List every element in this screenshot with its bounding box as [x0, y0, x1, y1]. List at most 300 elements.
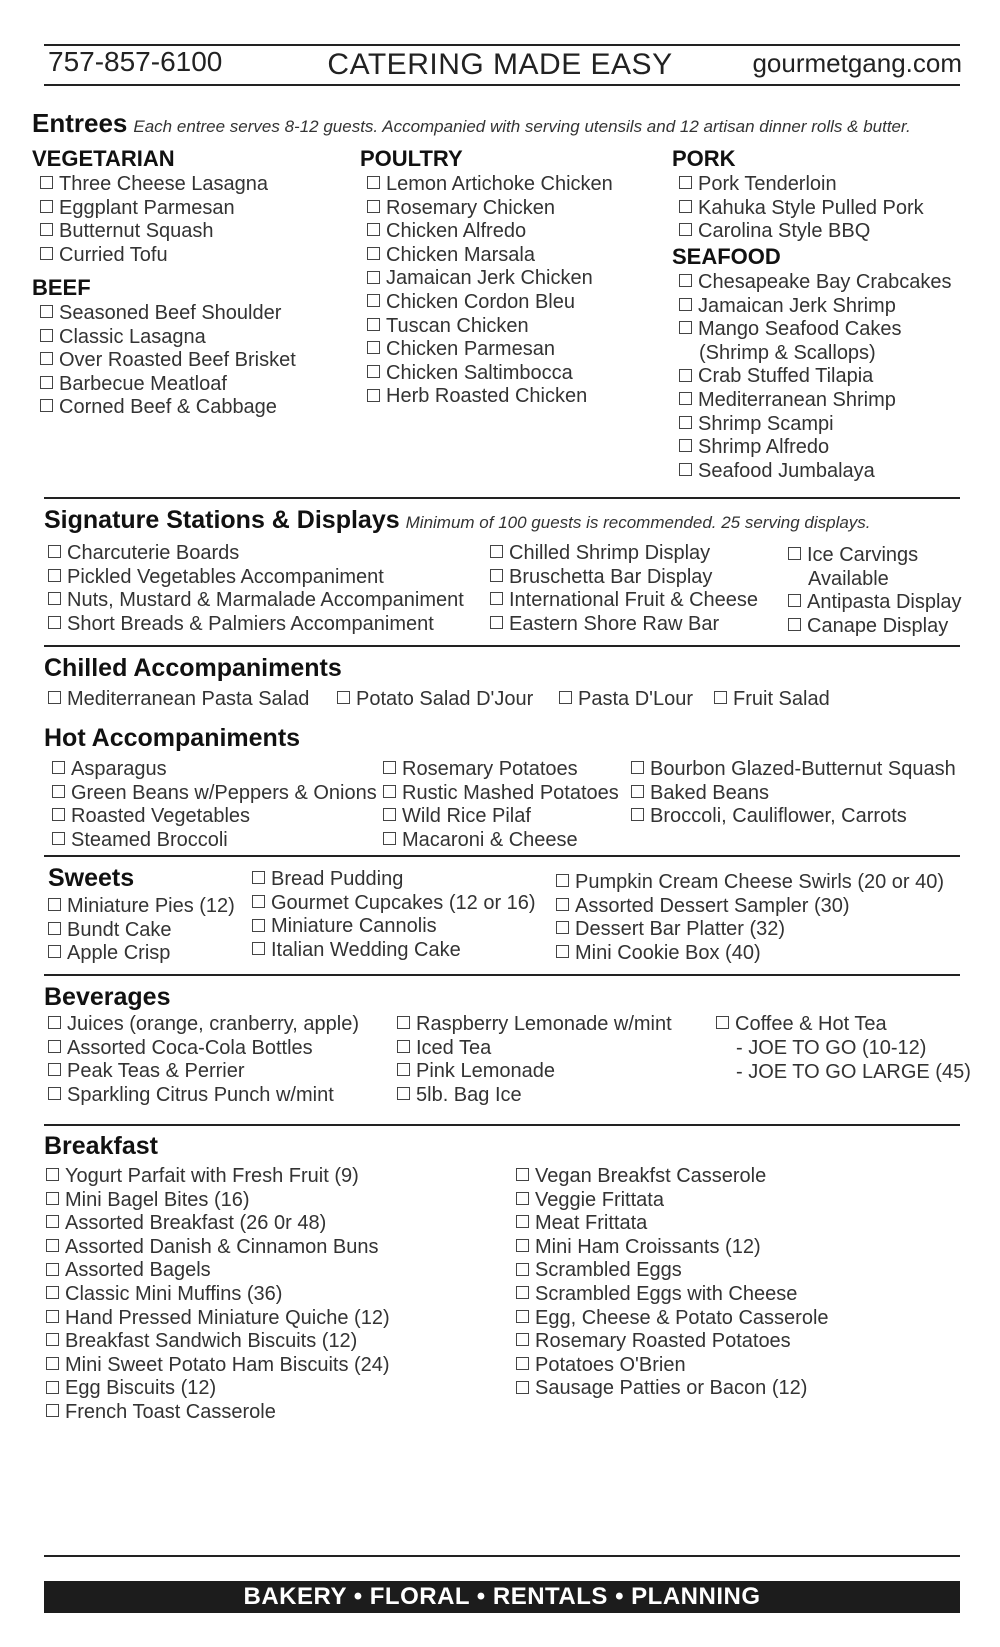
checkbox-label: Miniature Cannolis	[271, 915, 437, 938]
checkbox-label: Sausage Patties or Bacon (12)	[535, 1377, 808, 1400]
checkbox-item-stations-col1[interactable]	[48, 541, 239, 565]
checkbox-item-seafood[interactable]	[679, 317, 901, 341]
checkbox-label: Shrimp Alfredo	[698, 436, 830, 459]
hot-divider	[44, 855, 960, 857]
checkbox-label: 5lb. Bag Ice	[416, 1083, 522, 1106]
checkbox-item-beef[interactable]	[40, 301, 281, 325]
checkbox-item-breakfast-col1[interactable]	[46, 1235, 379, 1259]
checkbox-icon[interactable]	[46, 1310, 59, 1323]
checkbox-item-breakfast-col1[interactable]	[46, 1282, 282, 1306]
checkbox-label: Italian Wedding Cake	[271, 939, 461, 962]
checkbox-item-breakfast-col1[interactable]	[46, 1376, 216, 1400]
checkbox-icon[interactable]	[679, 463, 692, 476]
checkbox-label: Yogurt Parfait with Fresh Fruit (9)	[65, 1165, 359, 1187]
checkbox-label: Rosemary Chicken	[386, 196, 555, 219]
checkbox-item-pork[interactable]	[679, 219, 870, 243]
checkbox-icon[interactable]	[383, 785, 396, 798]
checkbox-label: Chesapeake Bay Crabcakes	[698, 271, 952, 293]
checkbox-item-poultry[interactable]	[367, 172, 613, 196]
checkbox-item-breakfast-col1[interactable]	[46, 1188, 250, 1212]
checkbox-icon[interactable]	[397, 1040, 410, 1053]
checkbox-item-beverages-col2[interactable]	[397, 1083, 522, 1107]
checkbox-label: Butternut Squash	[59, 220, 214, 242]
checkbox-label: Rustic Mashed Potatoes	[402, 781, 619, 804]
checkbox-icon[interactable]	[556, 874, 569, 887]
checkbox-label: Wild Rice Pilaf	[402, 805, 531, 828]
stations-section-title	[44, 506, 871, 535]
checkbox-icon[interactable]	[490, 592, 503, 605]
checkbox-label: Sparkling Citrus Punch w/mint	[67, 1083, 334, 1106]
stations-divider	[44, 645, 960, 647]
checkbox-label: Potatoes O'Brien	[535, 1353, 686, 1376]
header-bottom-rule	[44, 84, 960, 86]
checkbox-icon[interactable]	[516, 1286, 529, 1299]
checkbox-label: Scrambled Eggs	[535, 1259, 682, 1282]
checkbox-item-beverages-col1[interactable]	[48, 1012, 359, 1036]
checkbox-label: Vegan Breakfst Casserole	[535, 1165, 767, 1187]
checkbox-icon[interactable]	[631, 785, 644, 798]
checkbox-label: Over Roasted Beef Brisket	[59, 349, 296, 371]
checkbox-item-hot-col2[interactable]	[383, 781, 619, 805]
checkbox-icon[interactable]	[788, 547, 801, 560]
checkbox-item-poultry[interactable]	[367, 384, 587, 408]
checkbox-label: Carolina Style BBQ	[698, 220, 871, 242]
checkbox-icon[interactable]	[631, 761, 644, 774]
checkbox-item-vegetarian[interactable]	[40, 172, 268, 196]
checkbox-label: Steamed Broccoli	[71, 828, 228, 851]
checkbox-item-breakfast-col2[interactable]	[516, 1258, 682, 1282]
checkbox-item-sweets-col3[interactable]	[556, 941, 761, 965]
checkbox-item-seafood[interactable]	[679, 364, 873, 388]
checkbox-icon[interactable]	[52, 761, 65, 774]
checkbox-icon[interactable]	[52, 785, 65, 798]
checkbox-icon[interactable]	[367, 318, 380, 331]
checkbox-item-seafood[interactable]	[679, 435, 829, 459]
checkbox-item-breakfast-col1[interactable]	[46, 1329, 357, 1353]
checkbox-icon[interactable]	[516, 1357, 529, 1370]
checkbox-item-poultry[interactable]	[367, 337, 555, 361]
checkbox-item-stations-col3[interactable]	[788, 543, 918, 567]
checkbox-item-beverages-col1[interactable]	[48, 1036, 313, 1060]
checkbox-label: Eastern Shore Raw Bar	[509, 612, 720, 635]
checkbox-item-breakfast-col2[interactable]	[516, 1353, 686, 1377]
checkbox-icon[interactable]	[48, 616, 61, 629]
checkbox-icon[interactable]	[52, 808, 65, 821]
checkbox-icon[interactable]	[46, 1333, 59, 1346]
checkbox-item-vegetarian[interactable]	[40, 219, 214, 243]
checkbox-icon[interactable]	[48, 691, 61, 704]
coffee-sub-1: - JOE TO GO (10-12)	[736, 1037, 927, 1059]
checkbox-icon[interactable]	[40, 200, 53, 213]
checkbox-item-poultry[interactable]	[367, 196, 555, 220]
checkbox-label: Curried Tofu	[59, 243, 168, 266]
checkbox-icon[interactable]	[252, 871, 265, 884]
checkbox-label: Seasoned Beef Shoulder	[59, 302, 282, 324]
checkbox-item-sweets-col2[interactable]	[252, 891, 536, 915]
checkbox-icon[interactable]	[679, 369, 692, 382]
checkbox-icon[interactable]	[556, 898, 569, 911]
checkbox-label: Scrambled Eggs with Cheese	[535, 1283, 798, 1305]
checkbox-icon[interactable]	[679, 223, 692, 236]
checkbox-item-hot-col2[interactable]	[383, 757, 578, 781]
checkbox-label: Bruschetta Bar Display	[509, 565, 713, 588]
checkbox-icon[interactable]	[367, 176, 380, 189]
checkbox-icon[interactable]	[679, 416, 692, 429]
checkbox-item-poultry[interactable]	[367, 266, 593, 290]
checkbox-label: Assorted Danish & Cinnamon Buns	[65, 1235, 379, 1258]
checkbox-item-stations-col2[interactable]	[490, 612, 719, 636]
checkbox-icon[interactable]	[48, 545, 61, 558]
checkbox-icon[interactable]	[788, 594, 801, 607]
checkbox-icon[interactable]	[48, 1040, 61, 1053]
checkbox-icon[interactable]	[383, 761, 396, 774]
checkbox-item-breakfast-col2[interactable]	[516, 1164, 766, 1188]
checkbox-item-seafood[interactable]	[679, 294, 896, 318]
checkbox-label: Juices (orange, cranberry, apple)	[67, 1013, 359, 1035]
checkbox-icon[interactable]	[46, 1357, 59, 1370]
checkbox-item-sweets-col1[interactable]	[48, 894, 235, 918]
checkbox-icon[interactable]	[556, 945, 569, 958]
checkbox-item-breakfast-col2[interactable]	[516, 1211, 647, 1235]
category-beef: BEEF	[32, 275, 91, 300]
checkbox-icon[interactable]	[516, 1239, 529, 1252]
checkbox-item-beef[interactable]	[40, 372, 227, 396]
checkbox-item-pork[interactable]	[679, 196, 924, 220]
checkbox-label: Meat Frittata	[535, 1212, 648, 1235]
checkbox-item-breakfast-col2[interactable]	[516, 1188, 664, 1212]
entrees-note: Each entree serves 8-12 guests. Accompanied with serving utensils and 12 artisan dinner rolls & butter.	[133, 117, 911, 136]
page-title: CATERING MADE EASY	[327, 48, 673, 81]
seafood-mango-sub: (Shrimp & Scallops)	[699, 342, 876, 364]
checkbox-item-poultry[interactable]	[367, 219, 526, 243]
checkbox-item-poultry[interactable]	[367, 361, 573, 385]
checkbox-icon[interactable]	[252, 942, 265, 955]
checkbox-item-stations-col2[interactable]	[490, 541, 710, 565]
coffee-sub-2: - JOE TO GO LARGE (45)	[736, 1061, 971, 1083]
checkbox-item-beverages-col2[interactable]	[397, 1059, 555, 1083]
checkbox-label: Chicken Marsala	[386, 243, 535, 266]
checkbox-icon[interactable]	[679, 439, 692, 452]
checkbox-icon[interactable]	[367, 341, 380, 354]
checkbox-item-seafood[interactable]	[679, 459, 875, 483]
checkbox-icon[interactable]	[48, 569, 61, 582]
checkbox-item-sweets-col2[interactable]	[252, 914, 437, 938]
checkbox-icon[interactable]	[679, 200, 692, 213]
checkbox-item-sweets-col3[interactable]	[556, 917, 785, 941]
checkbox-item-hot-col1[interactable]	[52, 757, 167, 781]
checkbox-label: Coffee & Hot Tea	[735, 1013, 887, 1035]
checkbox-item-vegetarian[interactable]	[40, 243, 168, 267]
checkbox-icon[interactable]	[48, 922, 61, 935]
checkbox-item-beverages-col1[interactable]	[48, 1059, 245, 1083]
checkbox-item-hot-col3[interactable]	[631, 757, 956, 781]
checkbox-icon[interactable]	[516, 1263, 529, 1276]
checkbox-item-chilled[interactable]	[559, 687, 693, 711]
checkbox-icon[interactable]	[516, 1168, 529, 1181]
checkbox-icon[interactable]	[367, 271, 380, 284]
checkbox-item-beef[interactable]	[40, 348, 296, 372]
checkbox-item-stations-col1[interactable]	[48, 565, 384, 589]
checkbox-label: Baked Beans	[650, 781, 769, 804]
checkbox-label: Egg, Cheese & Potato Casserole	[535, 1306, 829, 1329]
checkbox-label: Short Breads & Palmiers Accompaniment	[67, 612, 434, 635]
checkbox-icon[interactable]	[40, 305, 53, 318]
checkbox-label: Crab Stuffed Tilapia	[698, 365, 874, 388]
checkbox-label: Jamaican Jerk Chicken	[386, 267, 593, 290]
checkbox-icon[interactable]	[516, 1192, 529, 1205]
checkbox-label: Chicken Parmesan	[386, 338, 555, 361]
checkbox-item-breakfast-col1[interactable]	[46, 1164, 359, 1188]
checkbox-icon[interactable]	[679, 321, 692, 334]
checkbox-icon[interactable]	[367, 223, 380, 236]
checkbox-label: Mango Seafood Cakes	[698, 318, 902, 341]
hot-title: Hot Accompaniments	[44, 724, 301, 752]
checkbox-label: Shrimp Scampi	[698, 412, 834, 435]
checkbox-item-beverages-col2[interactable]	[397, 1012, 672, 1036]
checkbox-label: Assorted Breakfast (26 0r 48)	[65, 1212, 327, 1235]
checkbox-icon[interactable]	[383, 808, 396, 821]
checkbox-icon[interactable]	[516, 1215, 529, 1228]
checkbox-item-stations-col1[interactable]	[48, 588, 464, 612]
checkbox-icon[interactable]	[679, 274, 692, 287]
checkbox-label: Mini Cookie Box (40)	[575, 941, 761, 964]
checkbox-item-seafood[interactable]	[679, 270, 951, 294]
checkbox-label: Classic Mini Muffins (36)	[65, 1283, 283, 1305]
checkbox-icon[interactable]	[252, 895, 265, 908]
checkbox-icon[interactable]	[337, 691, 350, 704]
checkbox-icon[interactable]	[46, 1404, 59, 1417]
category-vegetarian: VEGETARIAN	[32, 146, 175, 171]
checkbox-item-hot-col2[interactable]	[383, 828, 578, 852]
checkbox-label: Eggplant Parmesan	[59, 196, 235, 219]
checkbox-label: Pasta D'Lour	[578, 688, 693, 710]
checkbox-icon[interactable]	[516, 1333, 529, 1346]
checkbox-item-breakfast-col2[interactable]	[516, 1376, 807, 1400]
checkbox-icon[interactable]	[48, 1063, 61, 1076]
checkbox-icon[interactable]	[367, 389, 380, 402]
checkbox-item-chilled[interactable]	[337, 687, 533, 711]
checkbox-icon[interactable]	[40, 329, 53, 342]
checkbox-item-poultry[interactable]	[367, 290, 575, 314]
checkbox-item-poultry[interactable]	[367, 314, 529, 338]
checkbox-label: Mini Ham Croissants (12)	[535, 1235, 761, 1258]
checkbox-label: Jamaican Jerk Shrimp	[698, 294, 896, 317]
checkbox-label: Three Cheese Lasagna	[59, 173, 269, 195]
checkbox-icon[interactable]	[48, 1016, 61, 1029]
checkbox-item-chilled[interactable]	[714, 687, 830, 711]
beverages-title: Beverages	[44, 983, 171, 1011]
checkbox-item-seafood[interactable]	[679, 388, 896, 412]
checkbox-label: Mediterranean Pasta Salad	[67, 688, 310, 710]
checkbox-icon[interactable]	[40, 247, 53, 260]
entrees-section-title	[32, 108, 911, 139]
checkbox-label: Rosemary Roasted Potatoes	[535, 1330, 791, 1353]
checkbox-item-sweets-col1[interactable]	[48, 941, 170, 965]
checkbox-label: Chicken Cordon Bleu	[386, 291, 575, 313]
checkbox-icon[interactable]	[788, 618, 801, 631]
checkbox-item-pork[interactable]	[679, 172, 837, 196]
stations-note: Minimum of 100 guests is recommended. 25 serving displays.	[405, 513, 871, 532]
footer-top-rule	[44, 1555, 960, 1557]
checkbox-item-breakfast-col2[interactable]	[516, 1282, 797, 1306]
checkbox-label: Breakfast Sandwich Biscuits (12)	[65, 1330, 358, 1353]
checkbox-item-hot-col3[interactable]	[631, 804, 907, 828]
checkbox-icon[interactable]	[716, 1016, 729, 1029]
checkbox-item-breakfast-col1[interactable]	[46, 1400, 276, 1424]
checkbox-item-beef[interactable]	[40, 395, 277, 419]
checkbox-label: Kahuka Style Pulled Pork	[698, 196, 924, 219]
checkbox-item-stations-col2[interactable]	[490, 588, 758, 612]
checkbox-icon[interactable]	[397, 1087, 410, 1100]
checkbox-item-stations-col3[interactable]	[788, 590, 962, 614]
entrees-title: Entrees	[32, 108, 128, 138]
sweets-divider	[44, 974, 960, 976]
checkbox-icon[interactable]	[367, 365, 380, 378]
checkbox-item-vegetarian[interactable]	[40, 196, 235, 220]
checkbox-label: Pumpkin Cream Cheese Swirls (20 or 40)	[575, 871, 945, 893]
checkbox-item-hot-col1[interactable]	[52, 804, 250, 828]
checkbox-label: Ice Carvings	[807, 544, 919, 566]
checkbox-icon[interactable]	[679, 392, 692, 405]
checkbox-icon[interactable]	[40, 399, 53, 412]
checkbox-label: Pickled Vegetables Accompaniment	[67, 565, 384, 588]
checkbox-item-hot-col2[interactable]	[383, 804, 531, 828]
checkbox-icon[interactable]	[516, 1310, 529, 1323]
checkbox-label: Nuts, Mustard & Marmalade Accompaniment	[67, 589, 464, 611]
chilled-title: Chilled Accompaniments	[44, 654, 342, 682]
checkbox-item-beverages-col1[interactable]	[48, 1083, 334, 1107]
checkbox-icon[interactable]	[490, 616, 503, 629]
checkbox-label: Potato Salad D'Jour	[356, 688, 534, 710]
checkbox-icon[interactable]	[252, 919, 265, 932]
checkbox-item-sweets-col3[interactable]	[556, 870, 944, 894]
checkbox-icon[interactable]	[397, 1063, 410, 1076]
checkbox-icon[interactable]	[46, 1168, 59, 1181]
checkbox-icon[interactable]	[383, 832, 396, 845]
checkbox-label: Herb Roasted Chicken	[386, 385, 588, 408]
checkbox-item-breakfast-col1[interactable]	[46, 1258, 211, 1282]
checkbox-label: Bundt Cake	[67, 918, 172, 941]
header-website: gourmetgang.com	[752, 48, 962, 78]
checkbox-label: Peak Teas & Perrier	[67, 1060, 245, 1083]
stations-title: Signature Stations & Displays	[44, 506, 400, 534]
checkbox-icon[interactable]	[367, 247, 380, 260]
checkbox-label: Pink Lemonade	[416, 1060, 555, 1083]
checkbox-item-beverages-col3[interactable]	[716, 1012, 887, 1036]
checkbox-label: Mini Bagel Bites (16)	[65, 1188, 250, 1211]
checkbox-icon[interactable]	[46, 1192, 59, 1205]
checkbox-icon[interactable]	[40, 376, 53, 389]
checkbox-label: Corned Beef & Cabbage	[59, 396, 277, 418]
checkbox-item-breakfast-col2[interactable]	[516, 1306, 829, 1330]
beverages-divider	[44, 1124, 960, 1126]
checkbox-icon[interactable]	[48, 1087, 61, 1100]
checkbox-icon[interactable]	[46, 1215, 59, 1228]
checkbox-item-sweets-col3[interactable]	[556, 894, 850, 918]
checkbox-item-sweets-col1[interactable]	[48, 918, 172, 942]
checkbox-icon[interactable]	[46, 1263, 59, 1276]
checkbox-label: Fruit Salad	[733, 688, 830, 710]
checkbox-label: Classic Lasagna	[59, 325, 206, 348]
checkbox-item-chilled[interactable]	[48, 687, 309, 711]
checkbox-icon[interactable]	[52, 832, 65, 845]
checkbox-label: Dessert Bar Platter (32)	[575, 918, 786, 941]
checkbox-label: Gourmet Cupcakes (12 or 16)	[271, 891, 536, 914]
checkbox-label: Pork Tenderloin	[698, 173, 837, 195]
checkbox-item-hot-col1[interactable]	[52, 781, 377, 805]
checkbox-label: Assorted Bagels	[65, 1259, 211, 1282]
checkbox-item-hot-col3[interactable]	[631, 781, 769, 805]
checkbox-item-breakfast-col2[interactable]	[516, 1235, 761, 1259]
checkbox-item-stations-col3[interactable]	[788, 614, 948, 638]
checkbox-icon[interactable]	[631, 808, 644, 821]
checkbox-icon[interactable]	[48, 898, 61, 911]
checkbox-item-stations-col1[interactable]	[48, 612, 434, 636]
checkbox-icon[interactable]	[48, 592, 61, 605]
checkbox-label: Mediterranean Shrimp	[698, 389, 896, 411]
checkbox-label: Assorted Coca-Cola Bottles	[67, 1036, 313, 1059]
checkbox-item-breakfast-col2[interactable]	[516, 1329, 791, 1353]
checkbox-icon[interactable]	[48, 945, 61, 958]
checkbox-item-sweets-col2[interactable]	[252, 867, 403, 891]
checkbox-icon[interactable]	[46, 1239, 59, 1252]
checkbox-icon[interactable]	[40, 223, 53, 236]
checkbox-icon[interactable]	[516, 1381, 529, 1394]
checkbox-item-breakfast-col1[interactable]	[46, 1353, 390, 1377]
checkbox-item-beef[interactable]	[40, 325, 206, 349]
checkbox-icon[interactable]	[714, 691, 727, 704]
checkbox-icon[interactable]	[40, 352, 53, 365]
checkbox-icon[interactable]	[367, 294, 380, 307]
checkbox-label: Assorted Dessert Sampler (30)	[575, 894, 850, 917]
entrees-divider	[44, 497, 960, 499]
category-poultry: POULTRY	[360, 146, 463, 171]
checkbox-icon[interactable]	[679, 176, 692, 189]
checkbox-icon[interactable]	[490, 545, 503, 558]
footer-banner: BAKERY • FLORAL • RENTALS • PLANNING	[44, 1581, 960, 1613]
checkbox-item-breakfast-col1[interactable]	[46, 1306, 390, 1330]
checkbox-label: Seafood Jumbalaya	[698, 459, 875, 482]
checkbox-label: Canape Display	[807, 614, 949, 637]
checkbox-label: Chicken Alfredo	[386, 220, 527, 243]
checkbox-label: Barbecue Meatloaf	[59, 372, 227, 395]
checkbox-label: Broccoli, Cauliflower, Carrots	[650, 805, 907, 828]
checkbox-label: Green Beans w/Peppers & Onions	[71, 781, 377, 804]
checkbox-icon[interactable]	[397, 1016, 410, 1029]
header-phone: 757-857-6100	[48, 46, 223, 77]
checkbox-item-breakfast-col1[interactable]	[46, 1211, 326, 1235]
checkbox-item-hot-col1[interactable]	[52, 828, 228, 852]
checkbox-icon[interactable]	[556, 921, 569, 934]
checkbox-icon[interactable]	[46, 1381, 59, 1394]
checkbox-icon[interactable]	[490, 569, 503, 582]
checkbox-item-poultry[interactable]	[367, 243, 535, 267]
sweets-title: Sweets	[48, 864, 135, 892]
checkbox-icon[interactable]	[40, 176, 53, 189]
checkbox-item-beverages-col2[interactable]	[397, 1036, 491, 1060]
checkbox-label: Chilled Shrimp Display	[509, 542, 711, 564]
checkbox-icon[interactable]	[367, 200, 380, 213]
checkbox-icon[interactable]	[559, 691, 572, 704]
checkbox-label: Antipasta Display	[807, 591, 962, 613]
checkbox-label: Chicken Saltimbocca	[386, 361, 573, 384]
checkbox-item-sweets-col2[interactable]	[252, 938, 461, 962]
checkbox-icon[interactable]	[46, 1286, 59, 1299]
checkbox-item-stations-col2[interactable]	[490, 565, 712, 589]
checkbox-label: Miniature Pies (12)	[67, 895, 235, 917]
checkbox-item-seafood[interactable]	[679, 412, 834, 436]
checkbox-icon[interactable]	[679, 298, 692, 311]
